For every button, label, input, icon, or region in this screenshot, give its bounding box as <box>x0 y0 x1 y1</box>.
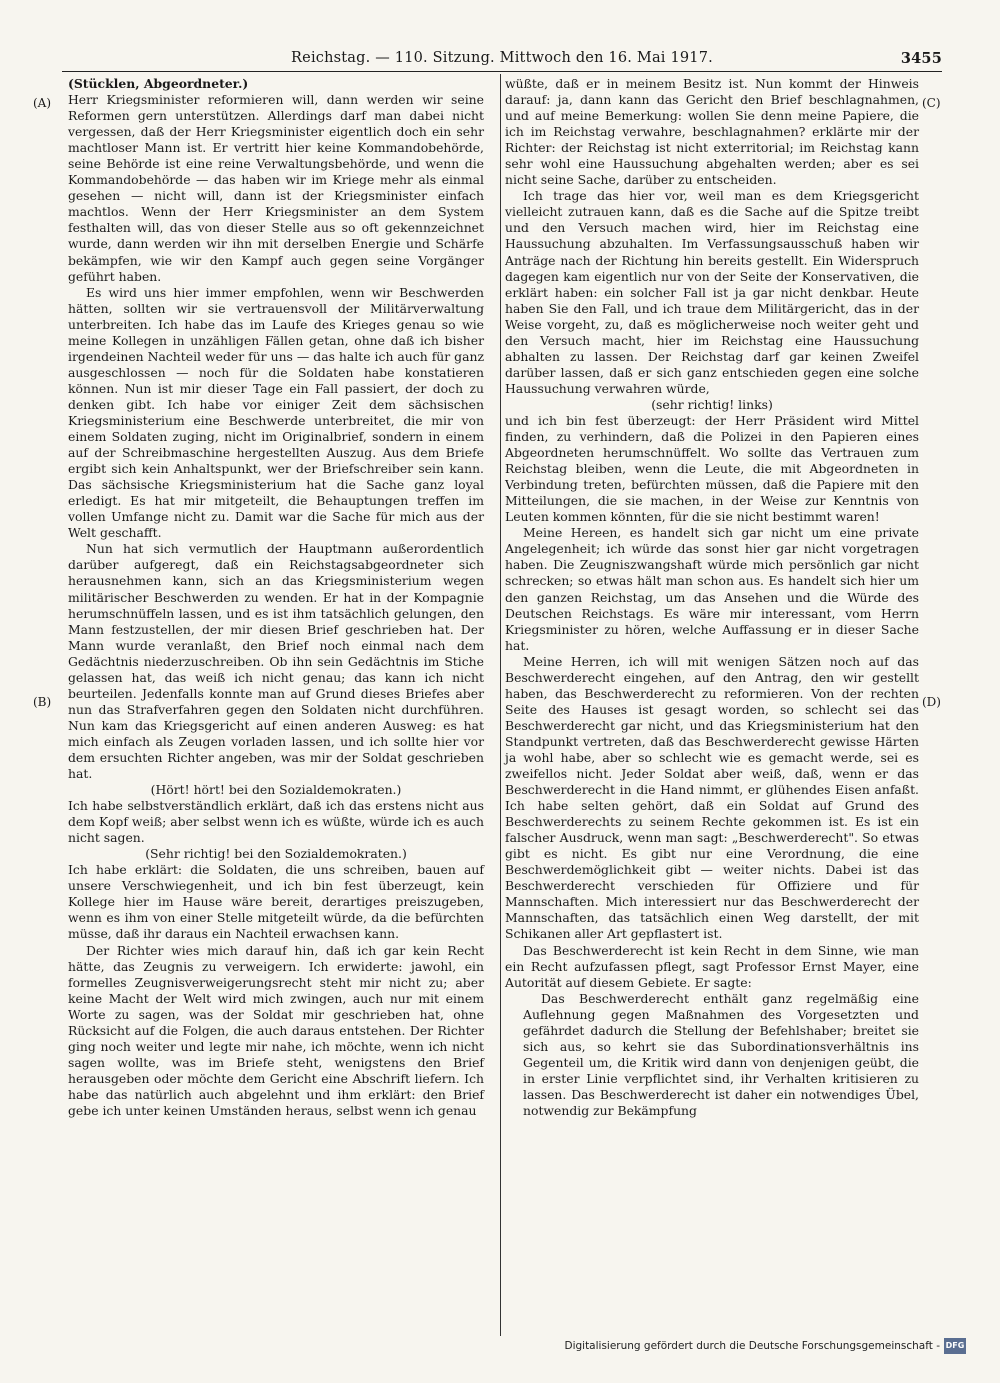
block-quote: Das Beschwerderecht enthält ganz regelmäßig eine Auflehnung gegen Maßnahmen des Vorgesetzten und gefährdet dadurch die Stellung der Befehlshaber; breitet sie sich aus, so kehrt sie das Subordinationsverhältnis ins Gegenteil um, die Kritik wird dann von denjenigen geübt, die in erster Linie verpflichtet sind, ihr Verhalten kritisieren zu lassen. Das Beschwerderecht ist daher ein notwendiges Übel, notwendig zur Bekämpfung <box>523 990 919 1118</box>
paragraph: Herr Kriegsminister reformieren will, dann werden wir seine Reformen gern unterstützen. Allerdings darf man dabei nicht vergessen, daß der Herr Kriegsminister eigentlich doch ein sehr machtloser Mann ist. Er vertritt hier keine Kommandobehörde, seine Behörde ist eine reine Verwaltungsbehörde, und wenn die Kommandobehörde — das haben wir im Kriege mehr als einmal gesehen — nicht will, dann ist der Kriegsminister einfach machtlos. Wenn der Herr Kriegsminister an dem System festhalten will, das von dieser Stelle aus so oft gekennzeichnet wurde, dann werden wir ihn mit derselben Energie und Schärfe bekämpfen, wie wir den Kampf auch gegen seine Vorgänger geführt haben. <box>68 92 484 284</box>
header-title: Reichstag. — 110. Sitzung. Mittwoch den 16. Mai 1917. <box>291 50 713 66</box>
interjection: (Hört! hört! bei den Sozialdemokraten.) <box>150 782 402 798</box>
paragraph: Ich habe erklärt: die Soldaten, die uns schreiben, bauen auf unsere Verschwiegenheit, und ich bin fest überzeugt, kein Kollege hier im Hause wäre bereit, derartiges preiszugeben, wenn es ihm von einer Stelle mitgeteilt würde, da die befürchten müsse, daß ihr daraus ein Nachteil erwachsen kann. <box>68 862 484 942</box>
left-column <box>68 76 484 1119</box>
digitization-credit: Digitalisierung gefördert durch die Deutsche Forschungsgemeinschaft - <box>564 1340 940 1352</box>
paragraph: wüßte, daß er in meinem Besitz ist. Nun kommt der Hinweis darauf: ja, dann kann das Gericht den Brief beschlagnahmen, und auf meine Bemerkung: wollen Sie denn meine Papiere, die ich im Reichstag verwahre, beschlagnahmen? erklärte mir der Richter: der Reichstag ist nicht exterritorial; im Reichstag kann sehr wohl eine Haussuchung abgehalten werden; aber es sei nicht seine Sache, darüber zu entscheiden. <box>505 76 919 188</box>
interjection: (Sehr richtig! bei den Sozialdemokraten.) <box>145 846 407 862</box>
paragraph: Der Richter wies mich darauf hin, daß ich gar kein Recht hätte, das Zeugnis zu verweigern. Ich erwiderte: jawohl, ein formelles Zeugnisverweigerungsrecht steht mir nicht zu; aber keine Macht der Welt wird mich zwingen, auch nur mit einem Worte zu sagen, was der Soldat mir geschrieben hat, ohne Rücksicht auf die Folgen, die auch daraus entstehen. Der Richter ging noch weiter und legte mir nahe, ich möchte, wenn ich nicht sagen wollte, was im Briefe steht, wenigstens den Brief herausgeben oder möchte dem Gericht eine Abschrift liefern. Ich habe das natürlich auch abgelehnt und ihm erklärt: den Brief gebe ich unter keinen Umständen heraus, selbst wenn ich genau <box>68 942 484 1118</box>
dfg-logo: DFG <box>944 1338 966 1354</box>
header-rule <box>62 71 942 72</box>
page-number: 3455 <box>900 50 942 67</box>
column-divider <box>500 74 501 1336</box>
running-header <box>62 50 942 72</box>
speaker-line: (Stücklen, Abgeordneter.) <box>68 76 249 91</box>
margin-mark-d: (D) <box>922 695 941 709</box>
paragraph: Nun hat sich vermutlich der Hauptmann außerordentlich darüber aufgeregt, daß ein Reichstagsabgeordneter sich herausnehmen kann, sich an das Kriegsministerium wegen militärischer Beschwerden zu wenden. Er hat in der Kompagnie herumschnüffeln lassen, und es ist ihm tatsächlich gelungen, den Mann festzustellen, der mir diesen Brief geschrieben hat. Der Mann wurde veranlaßt, den Brief noch einmal nach dem Gedächtnis niederzuschreiben. Ob ihn sein Gedächtnis im Stiche gelassen hat, das weiß ich nicht genau; das kann ich nicht beurteilen. Jedenfalls konnte man auf Grund dieses Briefes aber nun das Strafverfahren gegen den Soldaten nicht durchführen. Nun kam das Kriegsgericht auf einen anderen Ausweg: es hat mich einfach als Zeugen vorladen lassen, und ich sollte hier vor dem ersuchten Richter angeben, was mir der Soldat geschrieben hat. <box>68 541 484 782</box>
paragraph: Ich trage das hier vor, weil man es dem Kriegsgericht vielleicht zutrauen kann, daß es die Sache auf die Spitze treibt und den Versuch machen wird, hier im Reichstag eine Haussuchung abzuhalten. Im Verfassungsausschuß haben wir Anträge nach der Richtung hin bereits gestellt. Ein Widerspruch dagegen kam eigentlich nur von der Seite der Konservativen, die erklärt haben: ein solcher Fall ist ja gar nicht denkbar. Heute haben Sie den Fall, und ich traue dem Militärgericht, das in der Weise vorgeht, zu, daß es möglicherweise noch weiter geht und den Versuch macht, hier im Reichstag eine Haussuchung abhalten zu lassen. Der Reichstag darf gar keinen Zweifel darüber lassen, daß er sich ganz entschieden gegen eine solche Haussuchung verwahren würde, <box>505 188 919 396</box>
interjection: (sehr richtig! links) <box>651 396 773 412</box>
paragraph: und ich bin fest überzeugt: der Herr Präsident wird Mittel finden, zu verhindern, daß die Polizei in den Papieren eines Abgeordneten herumschnüffelt. Wo sollte das Vertrauen zum Reichstag bleiben, wenn die Leute, die mit Abgeordneten in Verbindung treten, befürchten müssen, daß die Papiere mit den Mitteilungen, die sie machen, in der Weise zur Kenntnis von Leuten kommen könnten, für die sie nicht bestimmt waren! <box>505 412 919 525</box>
margin-mark-a: (A) <box>33 96 52 110</box>
margin-mark-c: (C) <box>922 96 941 110</box>
paragraph: Meine Herren, ich will mit wenigen Sätzen noch auf das Beschwerderecht eingehen, auf den Antrag, den wir gestellt haben, das Beschwerderecht zu reformieren. Von der rechten Seite des Hauses ist gesagt worden, so schlecht sei das Beschwerderecht gar nicht, und das Kriegsministerium hat den Standpunkt vertreten, daß das Beschwerderecht gewisse Härten ja wohl habe, aber so schlecht wie es gemacht werde, sei es zweifellos nicht. Jeder Soldat aber weiß, daß, wenn er das Beschwerderecht in die Hand nimmt, er glühendes Eisen anfaßt. Ich habe selten gehört, daß ein Soldat auf Grund des Beschwerderechts zu seinem Rechte gekommen ist. Es ist ein falscher Ausdruck, wenn man sagt: „Beschwerderecht". So etwas gibt es nicht. Es gibt nur eine Verordnung, die eine Beschwerdemöglichkeit gibt — weiter nichts. Dabei ist das Beschwerderecht verschieden für Offiziere und für Mannschaften. Mich interessiert nur das Beschwerderecht der Mannschaften, das tatsächlich einen Weg darstellt, der mit Schikanen aller Art gepflastert ist. <box>505 653 919 942</box>
paragraph: Es wird uns hier immer empfohlen, wenn wir Beschwerden hätten, sollten wir sie vertrauensvoll der Militärverwaltung unterbreiten. Ich habe das im Laufe des Krieges genau so wie meine Kollegen in unzähligen Fällen getan, ohne daß ich bisher irgendeinen Nachteil weder für uns — das halte ich auch für ganz ausgeschlossen — noch für die Soldaten habe konstatieren können. Nun ist mir dieser Tage ein Fall passiert, der doch zu denken gibt. Ich habe vor einiger Zeit dem sächsischen Kriegsministerium eine Beschwerde unterbreitet, die mir von einem Soldaten zuging, nicht im Originalbrief, sondern in einem auf der Schreibmaschine hergestellten Auszug. Aus dem Briefe ergibt sich kein Anhaltspunkt, wer der Briefschreiber sein kann. Das sächsische Kriegsministerium hat die Sache ganz loyal erledigt. Es hat mir mitgeteilt, die Behauptungen treffen im vollen Umfange nicht zu. Damit war die Sache für mich aus der Welt geschafft. <box>68 284 484 541</box>
margin-mark-b: (B) <box>33 695 52 709</box>
right-column <box>505 76 919 1119</box>
paragraph: Ich habe selbstverständlich erklärt, daß ich das erstens nicht aus dem Kopf weiß; aber selbst wenn ich es wüßte, würde ich es auch nicht sagen. <box>68 798 484 846</box>
paragraph: Meine Hereen, es handelt sich gar nicht um eine private Angelegenheit; ich würde das sonst hier gar nicht vorgetragen haben. Die Zeugniszwangshaft würde mich persönlich gar nicht schrecken; so etwas hält man schon aus. Es handelt sich hier um den ganzen Reichstag, um das Ansehen und die Würde des Deutschen Reichstags. Es wäre mir interessant, vom Herrn Kriegsminister zu hören, welche Auffassung er in dieser Sache hat. <box>505 525 919 653</box>
paragraph: Das Beschwerderecht ist kein Recht in dem Sinne, wie man ein Recht aufzufassen pflegt, sagt Professor Ernst Mayer, eine Autorität auf diesem Gebiete. Er sagte: <box>505 942 919 990</box>
